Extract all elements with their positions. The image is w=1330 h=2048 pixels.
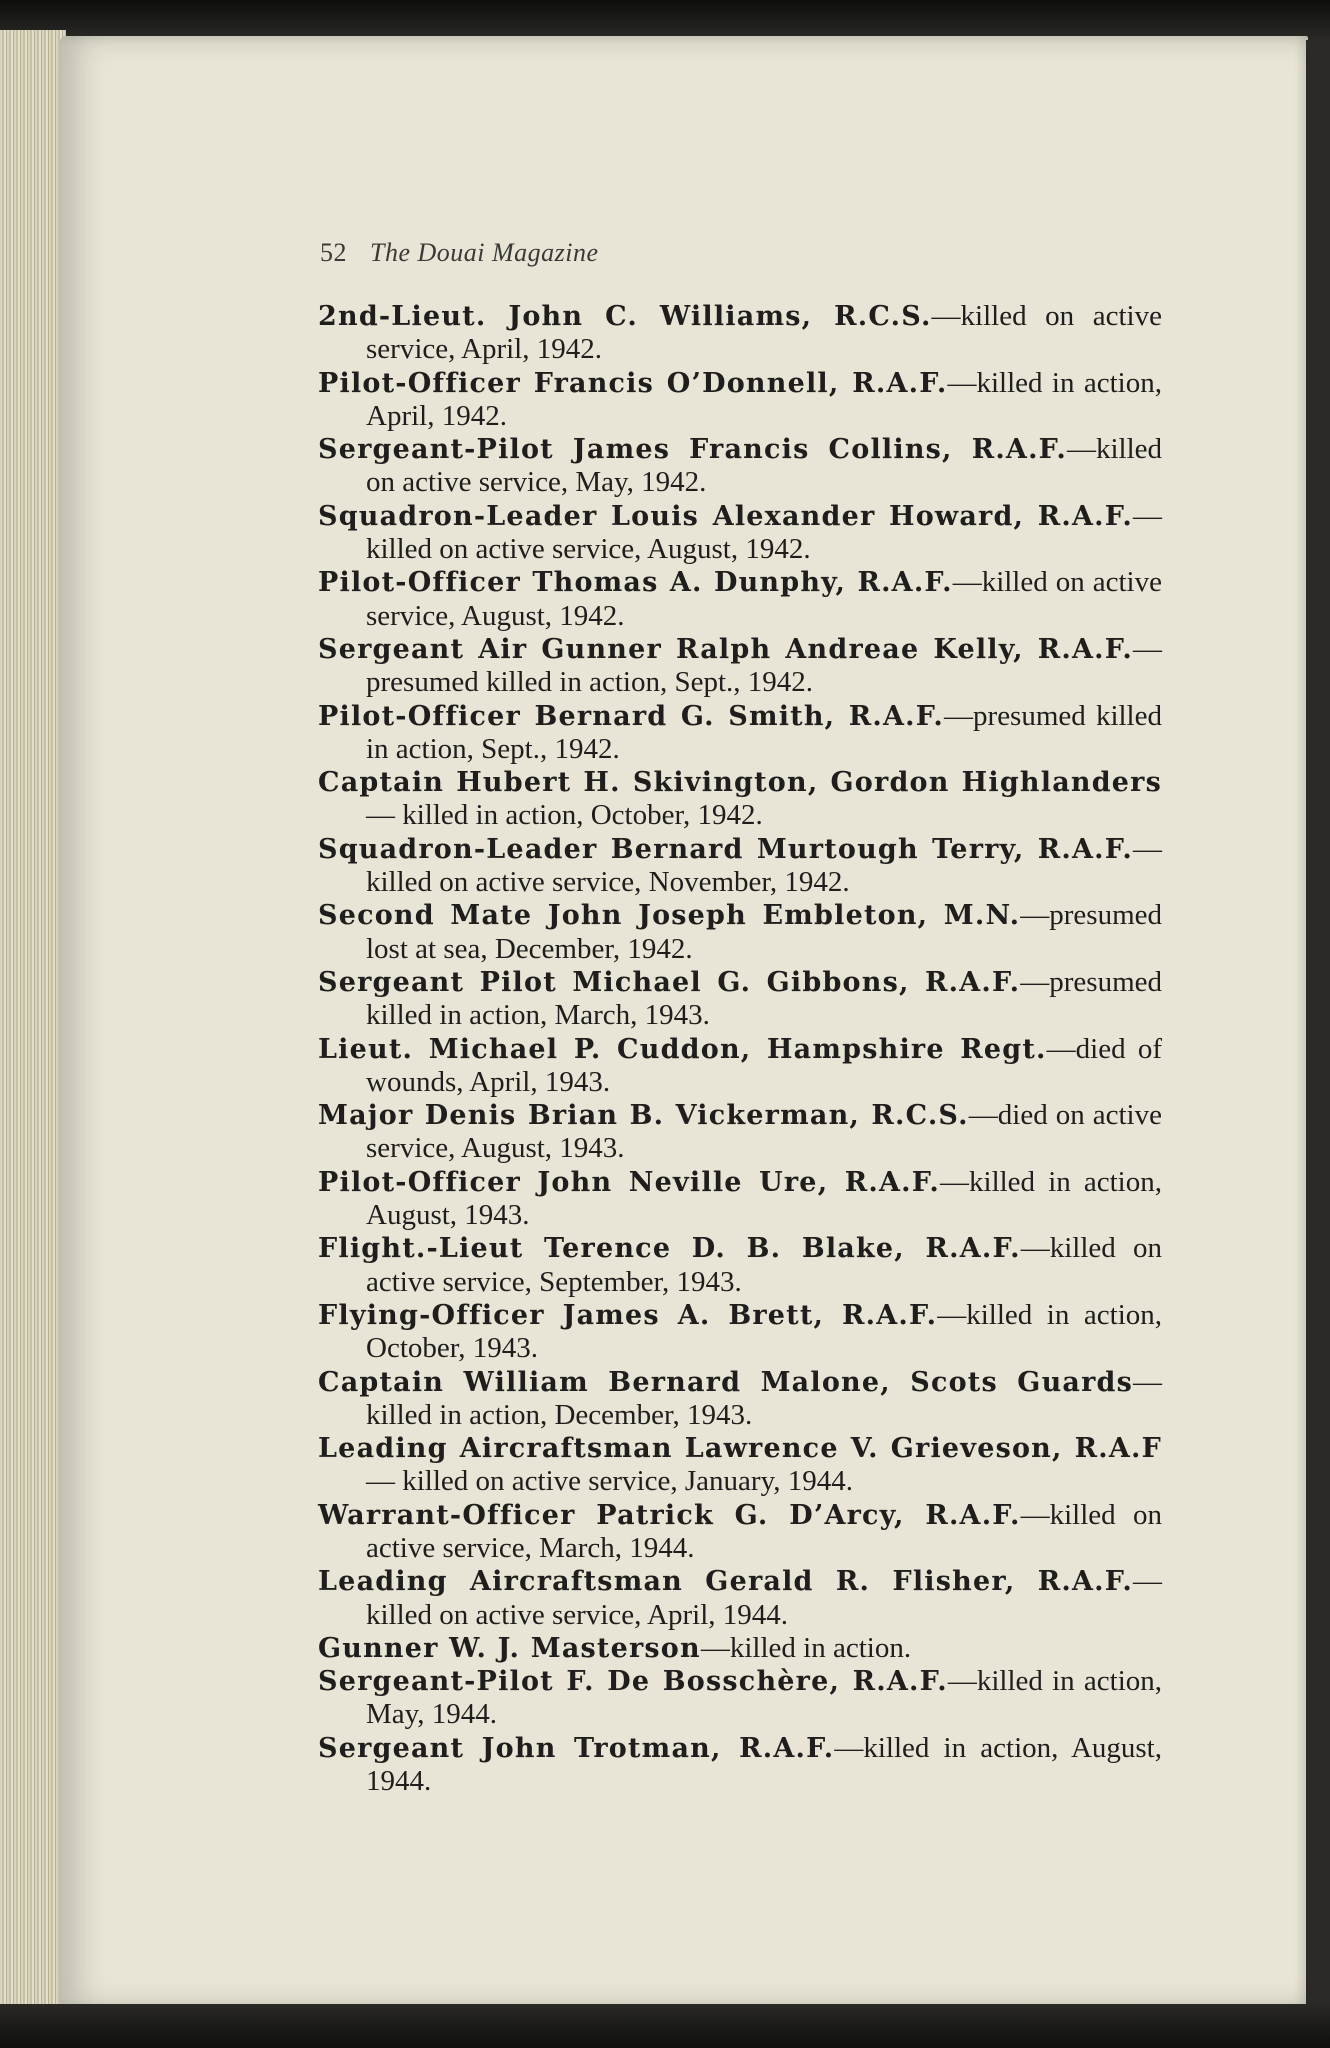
list-item bbox=[318, 766, 1162, 833]
entry-note: — killed in action, December, 1943. bbox=[366, 1365, 1162, 1431]
roll-of-honour-list bbox=[318, 300, 1162, 1798]
entry-name: Pilot-Officer Thomas A. Dunphy, R.A.F. bbox=[318, 567, 953, 599]
entry-name: Pilot-Officer Francis O’Donnell, R.A.F. bbox=[318, 367, 948, 399]
list-item bbox=[318, 300, 1162, 367]
entry-name: Second Mate John Joseph Embleton, M.N. bbox=[318, 900, 1021, 932]
entry-note: —killed in action, May, 1944. bbox=[366, 1665, 1162, 1731]
entry-note: —killed on active service, March, 1944. bbox=[366, 1498, 1163, 1564]
entry-note: —killed on active service, April, 1942. bbox=[366, 300, 1162, 366]
list-item bbox=[318, 1732, 1162, 1799]
entry-name: Flying-Officer James A. Brett, R.A.F. bbox=[318, 1299, 938, 1331]
entry-note: —killed on active service, May, 1942. bbox=[366, 433, 1162, 499]
magazine-title: The Douai Magazine bbox=[370, 238, 599, 267]
entry-note: —killed in action, April, 1942. bbox=[366, 366, 1162, 432]
entry-note: —presumed killed in action, Sept., 1942. bbox=[366, 699, 1162, 765]
entry-note: — killed on active service, August, 1942. bbox=[366, 499, 1162, 566]
list-item bbox=[318, 966, 1162, 1033]
list-item bbox=[318, 1033, 1162, 1100]
page-number: 52 bbox=[320, 238, 347, 267]
entry-note: —killed in action. bbox=[700, 1631, 912, 1664]
entry-name: 2nd-Lieut. John C. Williams, R.C.S. bbox=[318, 301, 932, 332]
list-item bbox=[318, 899, 1162, 966]
list-item bbox=[318, 1499, 1162, 1566]
list-item bbox=[318, 633, 1162, 700]
list-item bbox=[318, 1099, 1162, 1166]
list-item bbox=[318, 1432, 1162, 1499]
entry-note: —killed in action, August, 1943. bbox=[366, 1165, 1162, 1232]
scan-right-edge bbox=[1306, 40, 1330, 2008]
running-head bbox=[320, 238, 599, 268]
entry-note: — killed on active service, January, 1944. bbox=[366, 1465, 853, 1498]
entry-note: —presumed killed in action, March, 1943. bbox=[366, 965, 1162, 1032]
entry-name: Squadron-Leader Bernard Murtough Terry, R.A.F. bbox=[318, 833, 1133, 865]
entry-name: Sergeant Air Gunner Ralph Andreae Kelly, R.A.F. bbox=[318, 633, 1133, 665]
entry-note: —killed in action, August, 1944. bbox=[366, 1731, 1162, 1798]
list-item bbox=[318, 566, 1162, 633]
list-item bbox=[318, 1232, 1162, 1299]
entry-note: —presumed lost at sea, December, 1942. bbox=[366, 899, 1162, 965]
entry-name: Captain Hubert H. Skivington, Gordon Highlanders bbox=[318, 767, 1162, 799]
entry-name: Flight.-Lieut Terence D. B. Blake, R.A.F. bbox=[318, 1233, 1021, 1265]
entry-note: — killed on active service, April, 1944. bbox=[366, 1565, 1162, 1631]
list-item bbox=[318, 700, 1162, 767]
entry-note: —died of wounds, April, 1943. bbox=[366, 1032, 1162, 1098]
list-item bbox=[318, 500, 1162, 567]
book-gutter bbox=[0, 30, 66, 2015]
entry-name: Sergeant Pilot Michael G. Gibbons, R.A.F. bbox=[318, 966, 1021, 998]
list-item bbox=[318, 1665, 1162, 1732]
entry-name: Captain William Bernard Malone, Scots Guards bbox=[318, 1366, 1133, 1398]
list-item bbox=[318, 1632, 1162, 1665]
list-item bbox=[318, 367, 1162, 434]
entry-name: Leading Aircraftsman Lawrence V. Grieveson, R.A.F bbox=[318, 1433, 1162, 1465]
entry-note: — killed on active service, November, 1942. bbox=[366, 832, 1162, 899]
entry-name: Leading Aircraftsman Gerald R. Flisher, R.A.F. bbox=[318, 1566, 1133, 1598]
entry-name: Pilot-Officer Bernard G. Smith, R.A.F. bbox=[318, 700, 945, 732]
entry-note: —killed on active service, September, 1943. bbox=[366, 1232, 1162, 1298]
entry-note: —killed on active service, August, 1942. bbox=[366, 566, 1162, 632]
entry-name: Warrant-Officer Patrick G. D’Arcy, R.A.F. bbox=[318, 1499, 1021, 1531]
list-item bbox=[318, 1366, 1162, 1433]
entry-name: Sergeant-Pilot F. De Bosschère, R.A.F. bbox=[318, 1666, 948, 1698]
list-item bbox=[318, 433, 1162, 500]
list-item bbox=[318, 1166, 1162, 1233]
scan-bottom-edge bbox=[0, 2004, 1330, 2048]
scan-top-edge bbox=[0, 0, 1330, 40]
entry-name: Gunner W. J. Masterson bbox=[318, 1632, 701, 1664]
list-item bbox=[318, 833, 1162, 900]
entry-name: Lieut. Michael P. Cuddon, Hampshire Regt. bbox=[318, 1033, 1047, 1065]
entry-note: — presumed killed in action, Sept., 1942. bbox=[366, 632, 1162, 699]
entry-name: Squadron-Leader Louis Alexander Howard, R.A.F. bbox=[318, 500, 1133, 532]
entry-name: Major Denis Brian B. Vickerman, R.C.S. bbox=[318, 1100, 969, 1132]
entry-name: Sergeant-Pilot James Francis Collins, R.A.F. bbox=[318, 434, 1067, 466]
entry-note: —killed in action, October, 1943. bbox=[366, 1298, 1162, 1365]
entry-name: Sergeant John Trotman, R.A.F. bbox=[318, 1732, 835, 1764]
entry-name: Pilot-Officer John Neville Ure, R.A.F. bbox=[318, 1166, 941, 1198]
list-item bbox=[318, 1299, 1162, 1366]
list-item bbox=[318, 1565, 1162, 1632]
entry-note: — killed in action, October, 1942. bbox=[366, 799, 763, 832]
entry-note: —died on active service, August, 1943. bbox=[366, 1099, 1162, 1165]
